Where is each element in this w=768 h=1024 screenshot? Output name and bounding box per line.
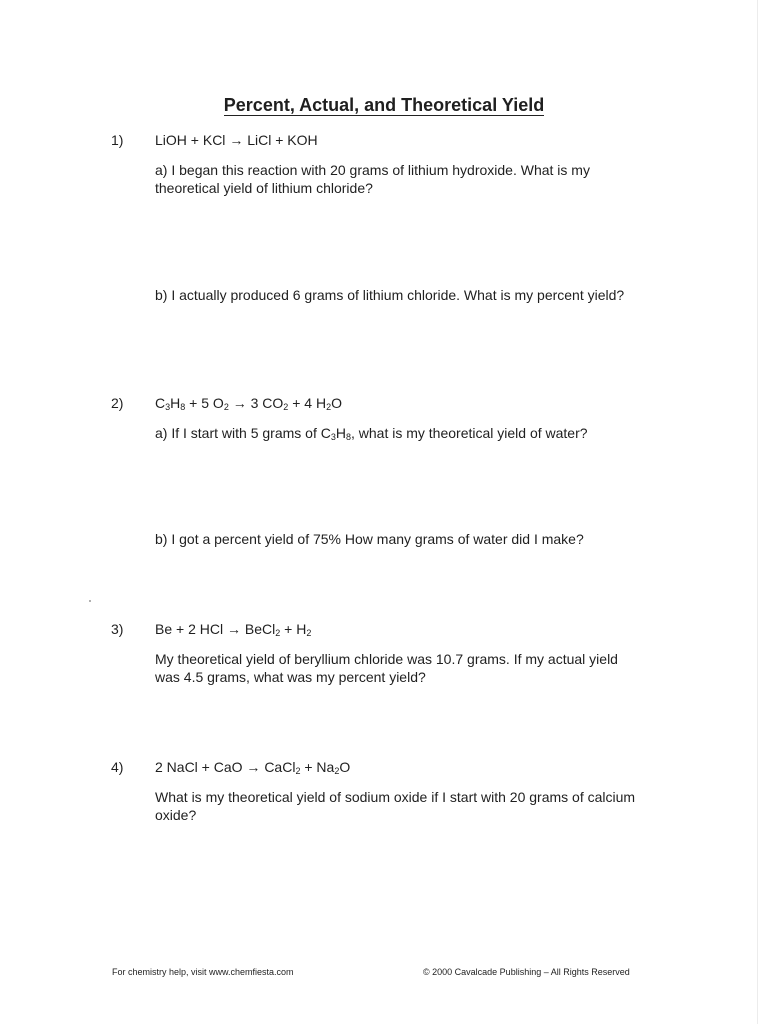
- problem-2-equation: $C_3H_8 + 5$ $O_2 \to 3$ $CO_2 + 4$ $H_2O$: [155, 395, 342, 412]
- problem-1-number: 1): [111, 132, 124, 148]
- footer-left-text: For chemistry help, visit www.chemfiesta.com: [112, 967, 294, 977]
- problem-3-equation: Be + 2 HCl → BeCl$_2$ + $H_2$: [155, 621, 312, 638]
- scan-speck: [89, 600, 91, 602]
- problem-2-part-b: b) I got a percent yield of 75% How many grams of water did I make?: [155, 531, 584, 547]
- problem-4-number: 4): [111, 759, 124, 775]
- problem-2-part-a: a) If I start with 5 grams of $C_3H_8$, what is my theoretical yield of water?: [155, 425, 588, 442]
- worksheet-title: [0, 93, 768, 117]
- problem-3-question: My theoretical yield of beryllium chloride was 10.7 grams. If my actual yield was 4.5 grams, what was my percent yield?: [155, 651, 618, 685]
- problem-4-question: What is my theoretical yield of sodium oxide if I start with 20 grams of calcium oxide?: [155, 789, 636, 823]
- problem-1-part-b: b) I actually produced 6 grams of lithium chloride. What is my percent yield?: [155, 287, 625, 303]
- problem-3-number: 3): [111, 621, 124, 637]
- page-edge: [757, 0, 758, 1024]
- problem-1-equation: LiOH + KCl → LiCl + KOH: [155, 132, 318, 148]
- footer-copyright: © 2000 Cavalcade Publishing – All Rights Reserved: [423, 967, 630, 977]
- problem-2-number: 2): [111, 395, 124, 411]
- title-text: Percent, Actual, and Theoretical Yield: [223, 95, 545, 115]
- reaction-arrow-icon: →: [229, 132, 244, 148]
- problem-1-part-a: a) I began this reaction with 20 grams of lithium hydroxide. What is my theoretical yield of lithium chloride?: [155, 162, 590, 196]
- problem-4-equation: 2 NaCl + CaO → CaCl$_2$ + $Na_2O$: [155, 759, 351, 776]
